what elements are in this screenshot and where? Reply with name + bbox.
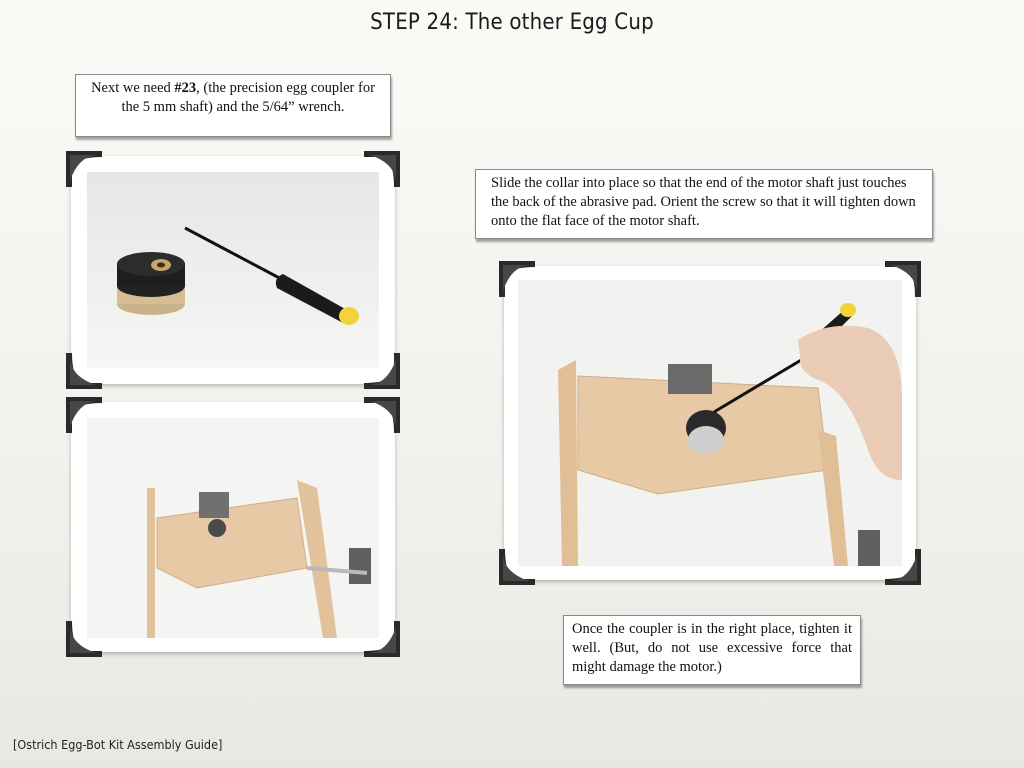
corner-mount-parts-top-right [364, 151, 400, 187]
footer-guide-title: [Ostrich Egg-Bot Kit Assembly Guide] [13, 737, 223, 752]
photo-frame-assembly-left [71, 402, 395, 652]
callout-parts-needed [75, 74, 391, 137]
photo-frame-assembly-right [504, 266, 916, 580]
photo-assembly-before [87, 418, 379, 638]
photo-frame-parts [71, 156, 395, 384]
corner-mount-assembly-right-top-right [885, 261, 921, 297]
corner-mount-parts-bottom-left [66, 353, 102, 389]
callout-tighten: Once the coupler is in the right place, tighten it well. (But, do not use excessive force that might damage the motor.) [563, 615, 861, 685]
part-number: #23 [174, 80, 197, 96]
corner-mount-parts-bottom-right [364, 353, 400, 389]
callout-suffix: , (the precision egg coupler for the 5 mm shaft) and the 5/64” wrench. [121, 80, 375, 115]
corner-mount-assembly-right-bottom-right [885, 549, 921, 585]
corner-mount-assembly-left-top-left [66, 397, 102, 433]
corner-mount-assembly-right-bottom-left [499, 549, 535, 585]
corner-mount-assembly-right-top-left [499, 261, 535, 297]
callout-slide-collar: Slide the collar into place so that the end of the motor shaft just touches the back of the abrasive pad. Orient the screw so that it will tighten down onto the flat face of the motor shaft. [475, 169, 933, 239]
corner-mount-assembly-left-bottom-right [364, 621, 400, 657]
photo-tightening-collar [518, 280, 902, 566]
callout-prefix: Next we need [91, 80, 175, 96]
corner-mount-assembly-left-top-right [364, 397, 400, 433]
photo-coupler-and-wrench [87, 172, 379, 368]
page-title: STEP 24: The other Egg Cup [370, 10, 654, 35]
corner-mount-parts-top-left [66, 151, 102, 187]
corner-mount-assembly-left-bottom-left [66, 621, 102, 657]
